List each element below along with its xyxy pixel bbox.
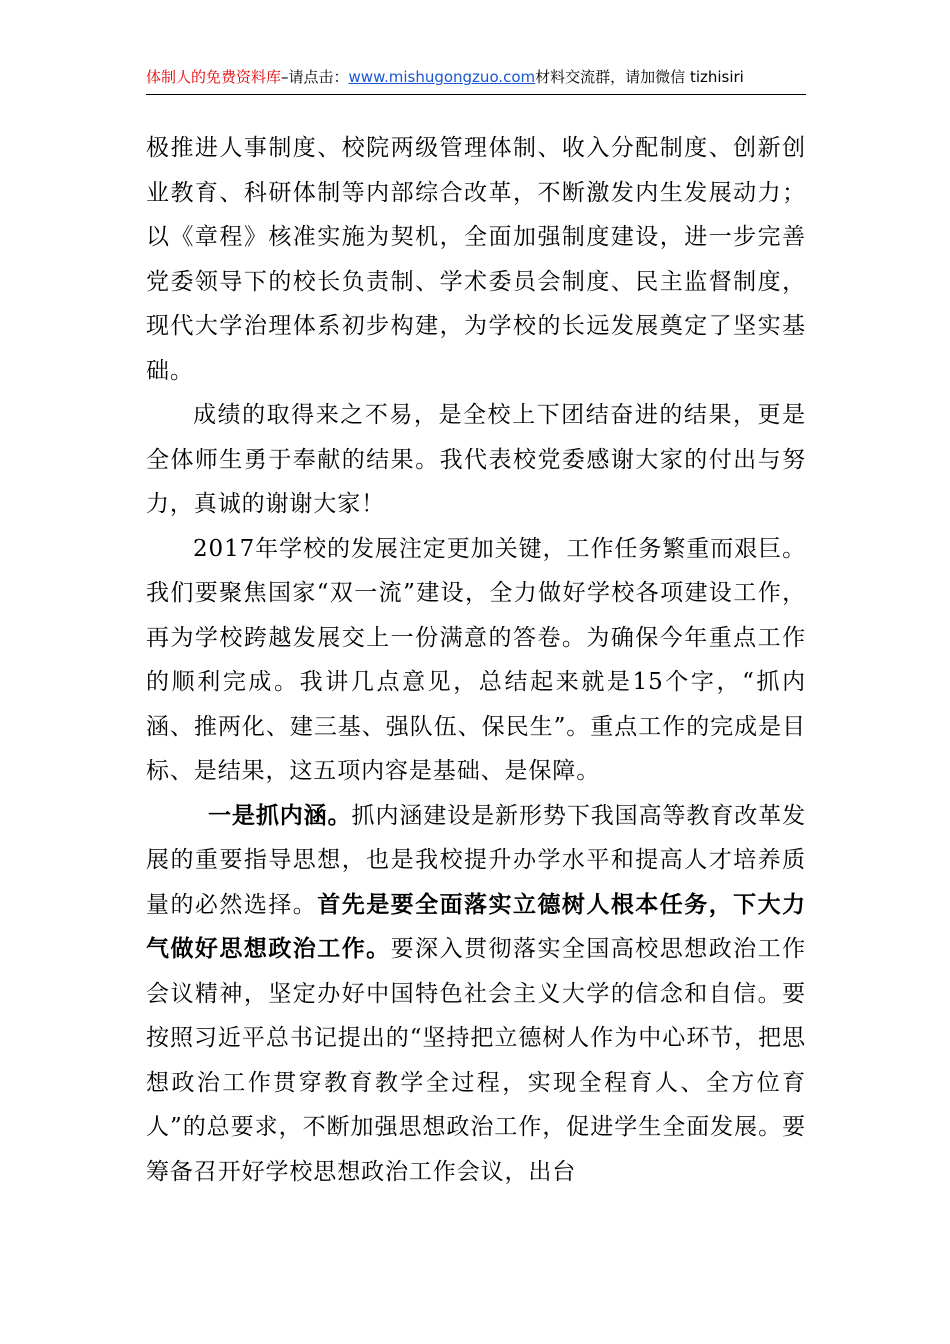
- paragraph-4-bold: 首先是要全面落实立德树人根本任务，下大力气做好思想政治工作。: [146, 891, 806, 962]
- paragraph-1: 极推进人事制度、校院两级管理体制、收入分配制度、创新创业教育、科研体制等内部综合改革，不断激发内生发展动力；以《章程》核准实施为契机，全面加强制度建设，进一步完善党委领导下的校长负责制、学术委员会制度、民主监督制度，现代大学治理体系初步构建，为学校的长远发展奠定了坚实基础。: [146, 135, 806, 384]
- document-body: [146, 126, 806, 1194]
- header-brand: 体制人的免费资料库: [146, 68, 282, 86]
- paragraph-4-text-b: 要深入贯彻落实全国高校思想政治工作会议精神，坚定办好中国特色社会主义大学的信念和自信。要按照习近平总书记提出的“坚持把立德树人作为中心环节，把思想政治工作贯穿教育教学全过程，实现全程育人、全方位育人”的总要求，不断加强思想政治工作，促进学生全面发展。要筹备召开好学校思想政治工作会议，出台: [146, 936, 806, 1185]
- paragraph-4-heading: 一是抓内涵。: [208, 802, 352, 829]
- page-header: [146, 62, 806, 95]
- header-tail: 材料交流群，请加微信 tizhisiri: [535, 68, 744, 86]
- paragraph-3: 2017年学校的发展注定更加关键，工作任务繁重而艰巨。我们要聚焦国家“双一流”建设，全力做好学校各项建设工作，再为学校跨越发展交上一份满意的答卷。为确保今年重点工作的顺利完成。我讲几点意见，总结起来就是15个字，“抓内涵、推两化、建三基、强队伍、保民生”。重点工作的完成是目标、是结果，这五项内容是基础、是保障。: [146, 535, 806, 784]
- paragraph-2: 成绩的取得来之不易，是全校上下团结奋进的结果，更是全体师生勇于奉献的结果。我代表校党委感谢大家的付出与努力，真诚的谢谢大家！: [146, 402, 806, 517]
- paragraph-4: [146, 794, 806, 1195]
- paragraph-4-text-a: 抓内涵建设是新形势下我国高等教育改革发展的重要指导思想，也是我校提升办学水平和提高人才培养质量的必然选择。: [146, 802, 806, 918]
- header-prompt: –请点击：: [281, 68, 349, 86]
- header-link[interactable]: www.mishugongzuo.com: [348, 68, 536, 86]
